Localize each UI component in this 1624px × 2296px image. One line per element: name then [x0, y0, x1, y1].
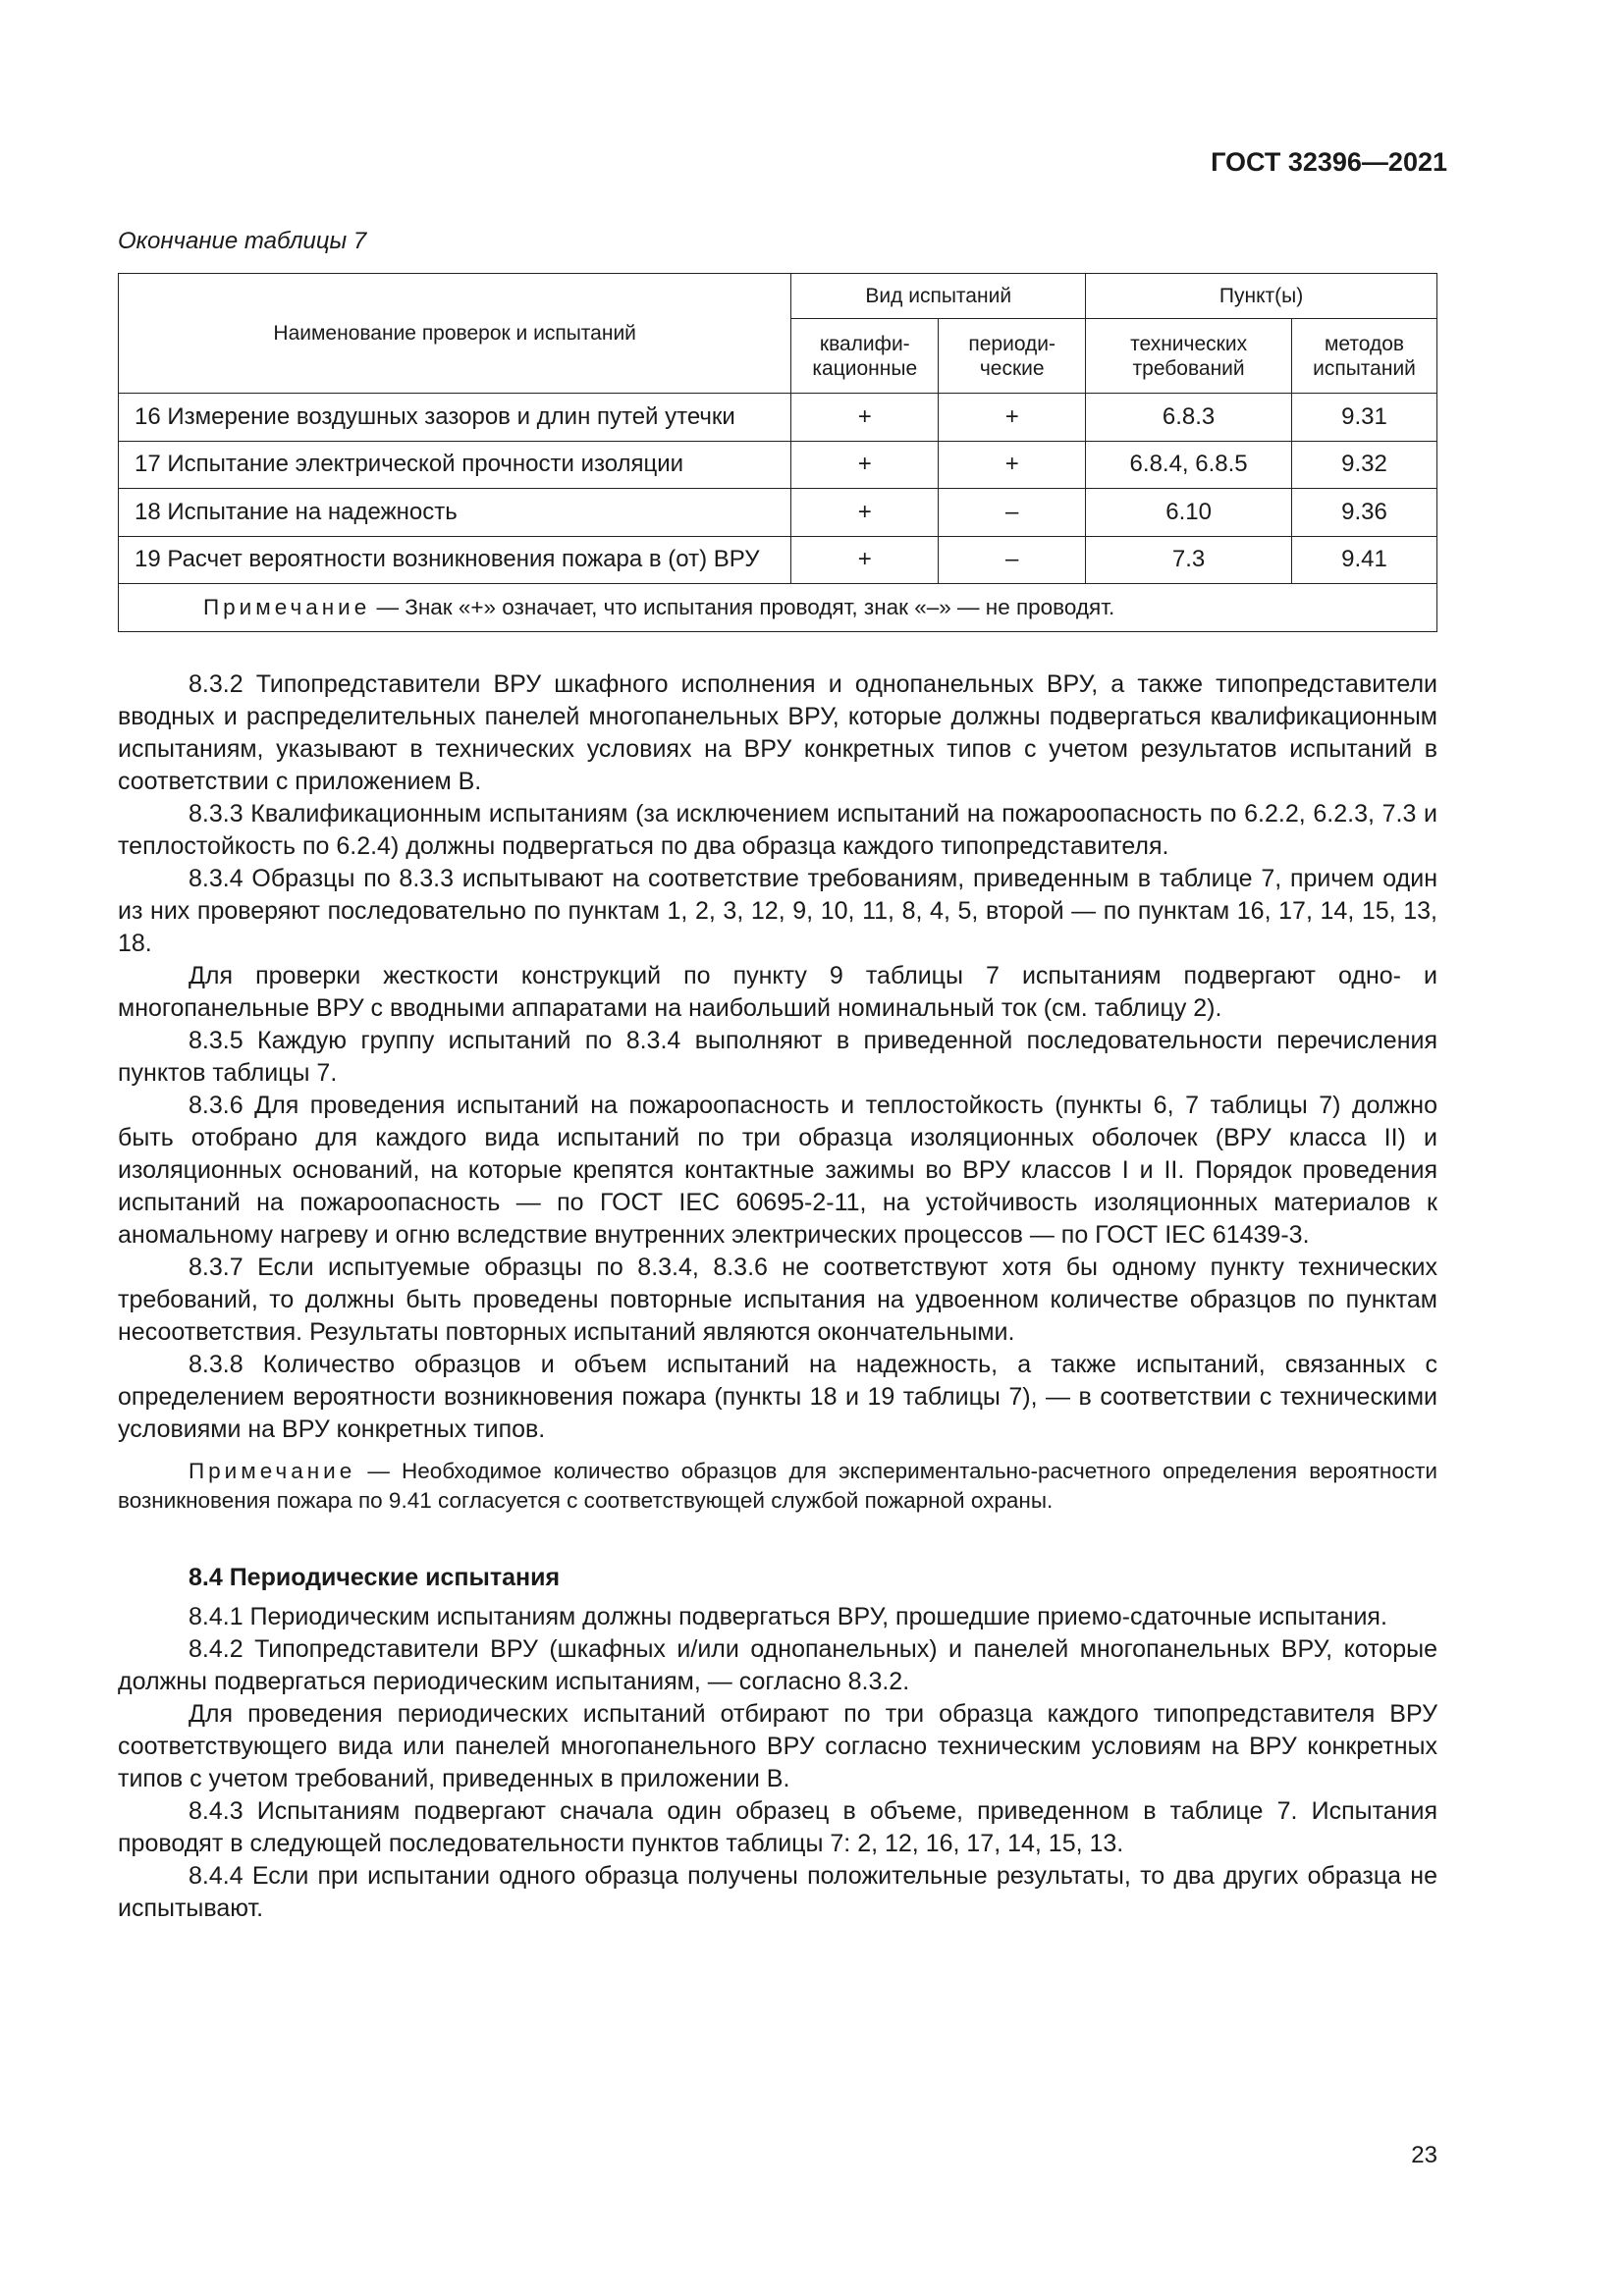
- row-qualification: +: [791, 536, 939, 584]
- paragraph-8-3-6: 8.3.6 Для проведения испытаний на пожароопасность и теплостойкость (пункты 6, 7 таблицы 7) должно быть отобрано для каждого вида испытаний по три образца изоляционных оболочек (ВРУ класса II) и изоляционных оснований, на которые крепятся контактные зажимы во ВРУ классов I и II. Порядок проведения испытаний на пожароопасность — по ГОСТ IEC 60695-2-11, на устойчивость изоляционных материалов к аномальному нагреву и огню вследствие внутренних электрических процессов — по ГОСТ IEC 61439-3.: [118, 1092, 1437, 1249]
- table-caption: Окончание таблицы 7: [118, 228, 367, 254]
- paragraph-8-4-3: 8.4.3 Испытаниям подвергают сначала один образец в объеме, приведенном в таблице 7. Испытания проводят в следующей последовательности пунктов таблицы 7: 2, 12, 16, 17, 14, 15, 13.: [118, 1797, 1437, 1857]
- row-name: 17 Испытание электрической прочности изоляции: [119, 441, 791, 489]
- header-qualification: квалифи- кационные: [791, 319, 939, 394]
- header-clauses: Пункт(ы): [1086, 274, 1437, 319]
- row-name: 16 Измерение воздушных зазоров и длин путей утечки: [119, 394, 791, 442]
- header-tech-req: технических требований: [1086, 319, 1292, 394]
- table-row: [119, 394, 1437, 442]
- header-periodic: периоди- ческие: [939, 319, 1086, 394]
- paragraph-8-3-4: 8.3.4 Образцы по 8.3.3 испытывают на соответствие требованиям, приведенным в таблице 7, причем один из них проверяют последовательно по пунктам 1, 2, 3, 12, 9, 10, 11, 8, 4, 5, второй — по пунктам 16, 17, 14, 15, 13, 18.: [118, 865, 1437, 957]
- document-code: ГОСТ 32396—2021: [1211, 147, 1447, 177]
- row-test-method: 9.31: [1292, 394, 1437, 442]
- table-note-row: [119, 584, 1437, 632]
- table-row: [119, 489, 1437, 537]
- row-test-method: 9.32: [1292, 441, 1437, 489]
- header-name: Наименование проверок и испытаний: [119, 274, 791, 394]
- paragraph-8-3-8: 8.3.8 Количество образцов и объем испытаний на надежность, а также испытаний, связанных с определением вероятности возникновения пожара (пункты 18 и 19 таблицы 7), — в соответствии с техническими условиями на ВРУ конкретных типов.: [118, 1351, 1437, 1443]
- table-note-text: — Знак «+» означает, что испытания проводят, знак «–» — не проводят.: [370, 595, 1115, 619]
- table-note-label: Примечание: [203, 595, 371, 619]
- page-number: 23: [1411, 2142, 1437, 2168]
- paragraph-8-3-3: 8.3.3 Квалификационным испытаниям (за исключением испытаний на пожароопасность по 6.2.2, 6.2.3, 7.3 и теплостойкость по 6.2.4) должны подвергаться по два образца каждого типопредставителя.: [118, 800, 1437, 860]
- paragraph-8-3-4-continued: Для проверки жесткости конструкций по пункту 9 таблицы 7 испытаниям подвергают одно- и многопанельные ВРУ с вводными аппаратами на наибольший номинальный ток (см. таблицу 2).: [118, 962, 1437, 1022]
- row-periodic: –: [939, 536, 1086, 584]
- row-name: 19 Расчет вероятности возникновения пожара в (от) ВРУ: [119, 536, 791, 584]
- row-tech-req: 6.8.3: [1086, 394, 1292, 442]
- body-text: [118, 668, 1437, 1925]
- header-test-methods: методов испытаний: [1292, 319, 1437, 394]
- paragraph-8-3-2: 8.3.2 Типопредставители ВРУ шкафного исполнения и однопанельных ВРУ, а также типопредставители вводных и распределительных панелей многопанельных ВРУ, которые должны подвергаться квалификационным испытаниям, указывают в технических условиях на ВРУ конкретных типов с учетом результатов испытаний в соответствии с приложением В.: [118, 670, 1437, 795]
- header-test-type: Вид испытаний: [791, 274, 1086, 319]
- row-periodic: –: [939, 489, 1086, 537]
- row-test-method: 9.41: [1292, 536, 1437, 584]
- row-test-method: 9.36: [1292, 489, 1437, 537]
- paragraph-8-3-7: 8.3.7 Если испытуемые образцы по 8.3.4, 8.3.6 не соответствуют хотя бы одному пункту технических требований, то должны быть проведены повторные испытания на удвоенном количестве образцов по пунктам несоответствия. Результаты повторных испытаний являются окончательными.: [118, 1254, 1437, 1346]
- row-name: 18 Испытание на надежность: [119, 489, 791, 537]
- row-tech-req: 6.10: [1086, 489, 1292, 537]
- table-row: [119, 441, 1437, 489]
- row-periodic: +: [939, 441, 1086, 489]
- row-tech-req: 6.8.4, 6.8.5: [1086, 441, 1292, 489]
- row-qualification: +: [791, 394, 939, 442]
- table-note: [119, 584, 1437, 632]
- row-periodic: +: [939, 394, 1086, 442]
- note-paragraph: [118, 1457, 1437, 1516]
- tests-table: [118, 273, 1437, 632]
- paragraph-8-4-2-continued: Для проведения периодических испытаний отбирают по три образца каждого типопредставителя ВРУ соответствующего вида или панелей многопанельного ВРУ согласно техническим условиям на ВРУ конкретных типов с учетом требований, приведенных в приложении В.: [118, 1700, 1437, 1792]
- section-heading-8-4: 8.4 Периодические испытания: [189, 1564, 561, 1591]
- row-qualification: +: [791, 441, 939, 489]
- paragraph-8-4-2: 8.4.2 Типопредставители ВРУ (шкафных и/или однопанельных) и панелей многопанельных ВРУ, которые должны подвергаться периодическим испытаниям, — согласно 8.3.2.: [118, 1635, 1437, 1695]
- paragraph-8-3-5: 8.3.5 Каждую группу испытаний по 8.3.4 выполняют в приведенной последовательности перечисления пунктов таблицы 7.: [118, 1027, 1437, 1087]
- paragraph-8-4-4: 8.4.4 Если при испытании одного образца получены положительные результаты, то два других образца не испытывают.: [118, 1862, 1437, 1922]
- note-text: — Необходимое количество образцов для экспериментально-расчетного определения вероятности возникновения пожара по 9.41 согласуется с соответствующей службой пожарной охраны.: [118, 1459, 1437, 1513]
- note-label: Примечание: [189, 1459, 356, 1483]
- row-tech-req: 7.3: [1086, 536, 1292, 584]
- table-row: [119, 536, 1437, 584]
- row-qualification: +: [791, 489, 939, 537]
- paragraph-8-4-1: 8.4.1 Периодическим испытаниям должны подвергаться ВРУ, прошедшие приемо-сдаточные испытания.: [189, 1603, 1387, 1630]
